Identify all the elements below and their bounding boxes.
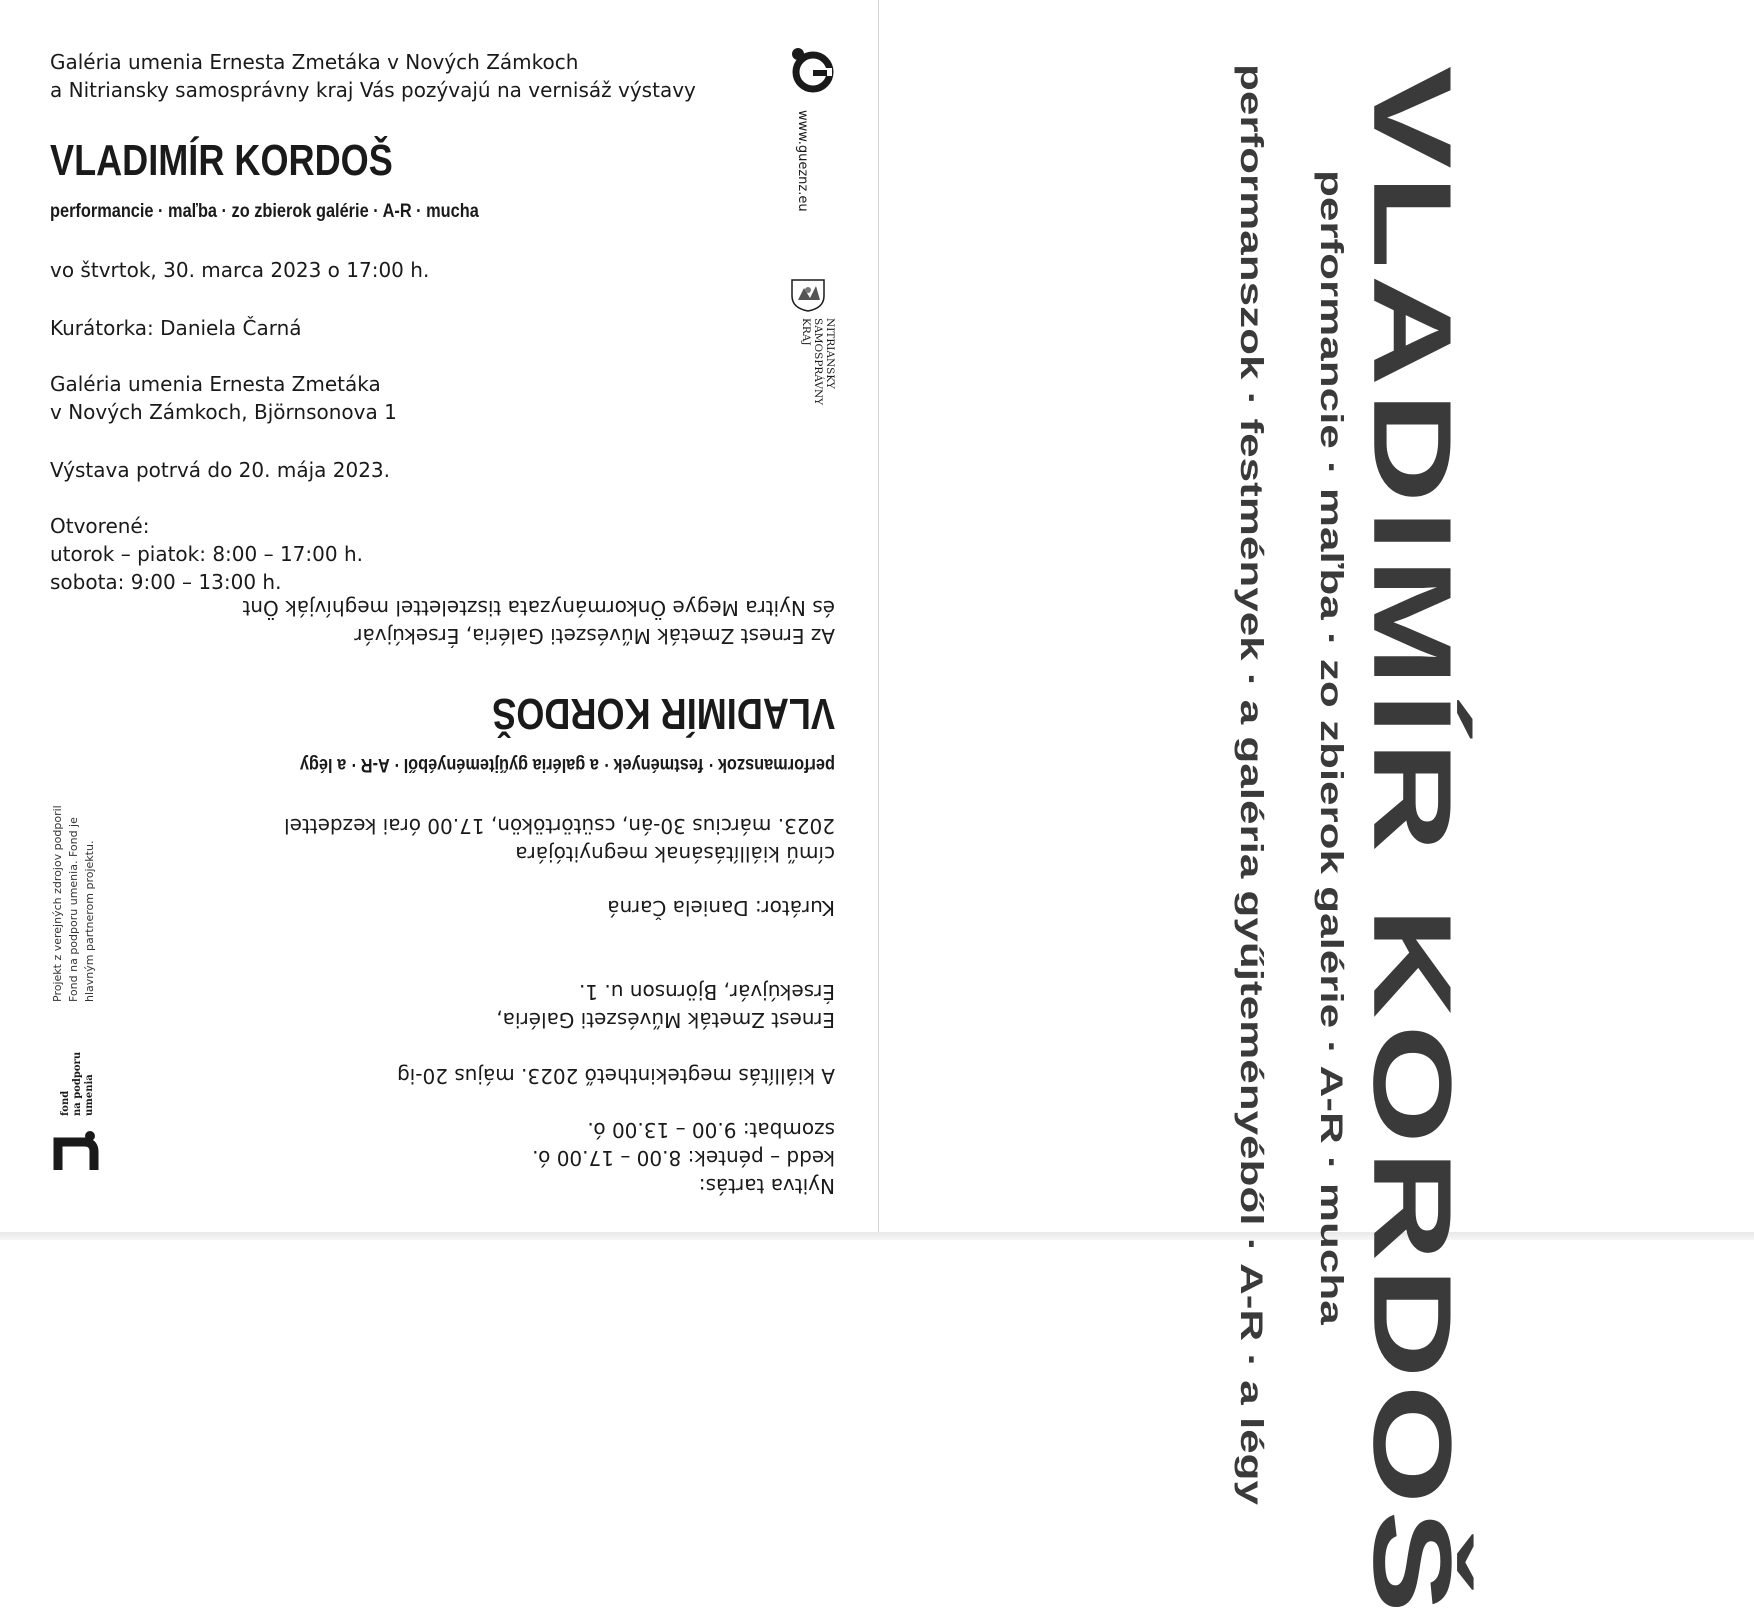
slovak-title: VLADIMÍR KORDOŠ [50, 136, 393, 185]
region-name-line: NITRIANSKY [824, 318, 836, 389]
hungarian-curator: Kurátor: Daniela Čarná [607, 896, 835, 920]
hungarian-runs-until: A kiállítás megtekinthető 2023. május 20-ig [397, 1064, 835, 1088]
hungarian-invite-line: című kiállításának megnyitójára [515, 842, 835, 866]
hungarian-intro-line: és Nyitra Megye Önkormányzata tisztelettel meghívják Önt [242, 596, 835, 620]
fund-logo-text-line: umenia [84, 1074, 95, 1116]
hungarian-address-line: Ernest Zmeták Művészeti Galéria, [496, 1008, 835, 1032]
fold-line [878, 0, 879, 1240]
slovak-hours-line: Otvorené: [50, 514, 150, 538]
slovak-runs-until: Výstava potrvá do 20. mája 2023. [50, 458, 391, 482]
cover-hungarian-line: performanszok · festmények · a galéria gyűjteményéből · A-R · a légy [1234, 64, 1270, 1505]
fund-logo-icon [50, 1128, 100, 1178]
fund-logo-text [60, 1052, 96, 1116]
slovak-opening-hours [50, 512, 770, 596]
slovak-intro-line: Galéria umenia Ernesta Zmetáka v Nových Zámkoch [50, 50, 579, 74]
gallery-logo-icon [788, 44, 838, 94]
hungarian-intro [95, 594, 835, 650]
cover-title: VLADIMÍR KORDOŠ [1350, 66, 1475, 1619]
region-name [800, 318, 836, 405]
hungarian-intro-line: Az Ernest Zmeták Művészeti Galéria, Érsekújvár [354, 624, 835, 648]
slovak-subtitle: performancie · maľba · zo zbierok galérie · A-R · mucha [50, 201, 479, 222]
hungarian-address [95, 978, 835, 1034]
hungarian-hours-line: Nyitva tartás: [698, 1174, 835, 1198]
slovak-intro [50, 48, 770, 104]
region-name-line: KRAJ [800, 318, 812, 346]
hungarian-opening-hours [95, 1116, 835, 1200]
hungarian-hours-line: kedd – péntek: 8.00 – 17.00 ó. [532, 1146, 835, 1170]
hungarian-title: VLADIMÍR KORDOŠ [492, 689, 835, 738]
slovak-date: vo štvrtok, 30. marca 2023 o 17:00 h. [50, 258, 430, 282]
scan-edge [0, 1232, 1754, 1240]
slovak-intro-line: a Nitriansky samosprávny kraj Vás pozývajú na vernisáž výstavy [50, 78, 696, 102]
fund-logo-text-line: na podporu [72, 1051, 83, 1116]
slovak-address [50, 370, 770, 426]
fund-note-line: Projekt z verejných zdrojov podporil [51, 805, 64, 1002]
fund-note-line: hlavným partnerom projektu. [83, 840, 96, 1002]
slovak-address-line: Galéria umenia Ernesta Zmetáka [50, 372, 381, 396]
region-crest-icon [788, 278, 828, 312]
slovak-curator: Kurátorka: Daniela Čarná [50, 316, 302, 340]
slovak-hours-line: sobota: 9:00 – 13:00 h. [50, 570, 282, 594]
fund-note-line: Fond na podporu umenia. Fond je [67, 817, 80, 1002]
cover-slovak-line: performancie · maľba · zo zbierok galérie · A-R · mucha [1314, 170, 1350, 1325]
hungarian-hours-line: szombat: 9.00 – 13.00 ó. [587, 1118, 835, 1142]
hungarian-invitation [95, 590, 835, 1200]
hungarian-address-line: Érsekújvár, Björnson u. 1. [578, 980, 835, 1004]
region-name-line: SAMOSPRÁVNY [812, 318, 824, 406]
fund-logo-text-line: fond [60, 1090, 71, 1116]
fund-note [50, 805, 98, 1002]
hungarian-invite-text [95, 812, 835, 868]
slovak-hours-line: utorok – piatok: 8:00 – 17:00 h. [50, 542, 363, 566]
hungarian-subtitle: performanszok · festmények · a galéria gyűjteményéből · A-R · a légy [299, 754, 835, 775]
gallery-url: www.gueznz.eu [795, 110, 810, 212]
hungarian-invite-line: 2023. március 30-án, csütörtökön, 17.00 órai kezdettel [284, 814, 835, 838]
slovak-address-line: v Nových Zámkoch, Björnsonova 1 [50, 400, 397, 424]
